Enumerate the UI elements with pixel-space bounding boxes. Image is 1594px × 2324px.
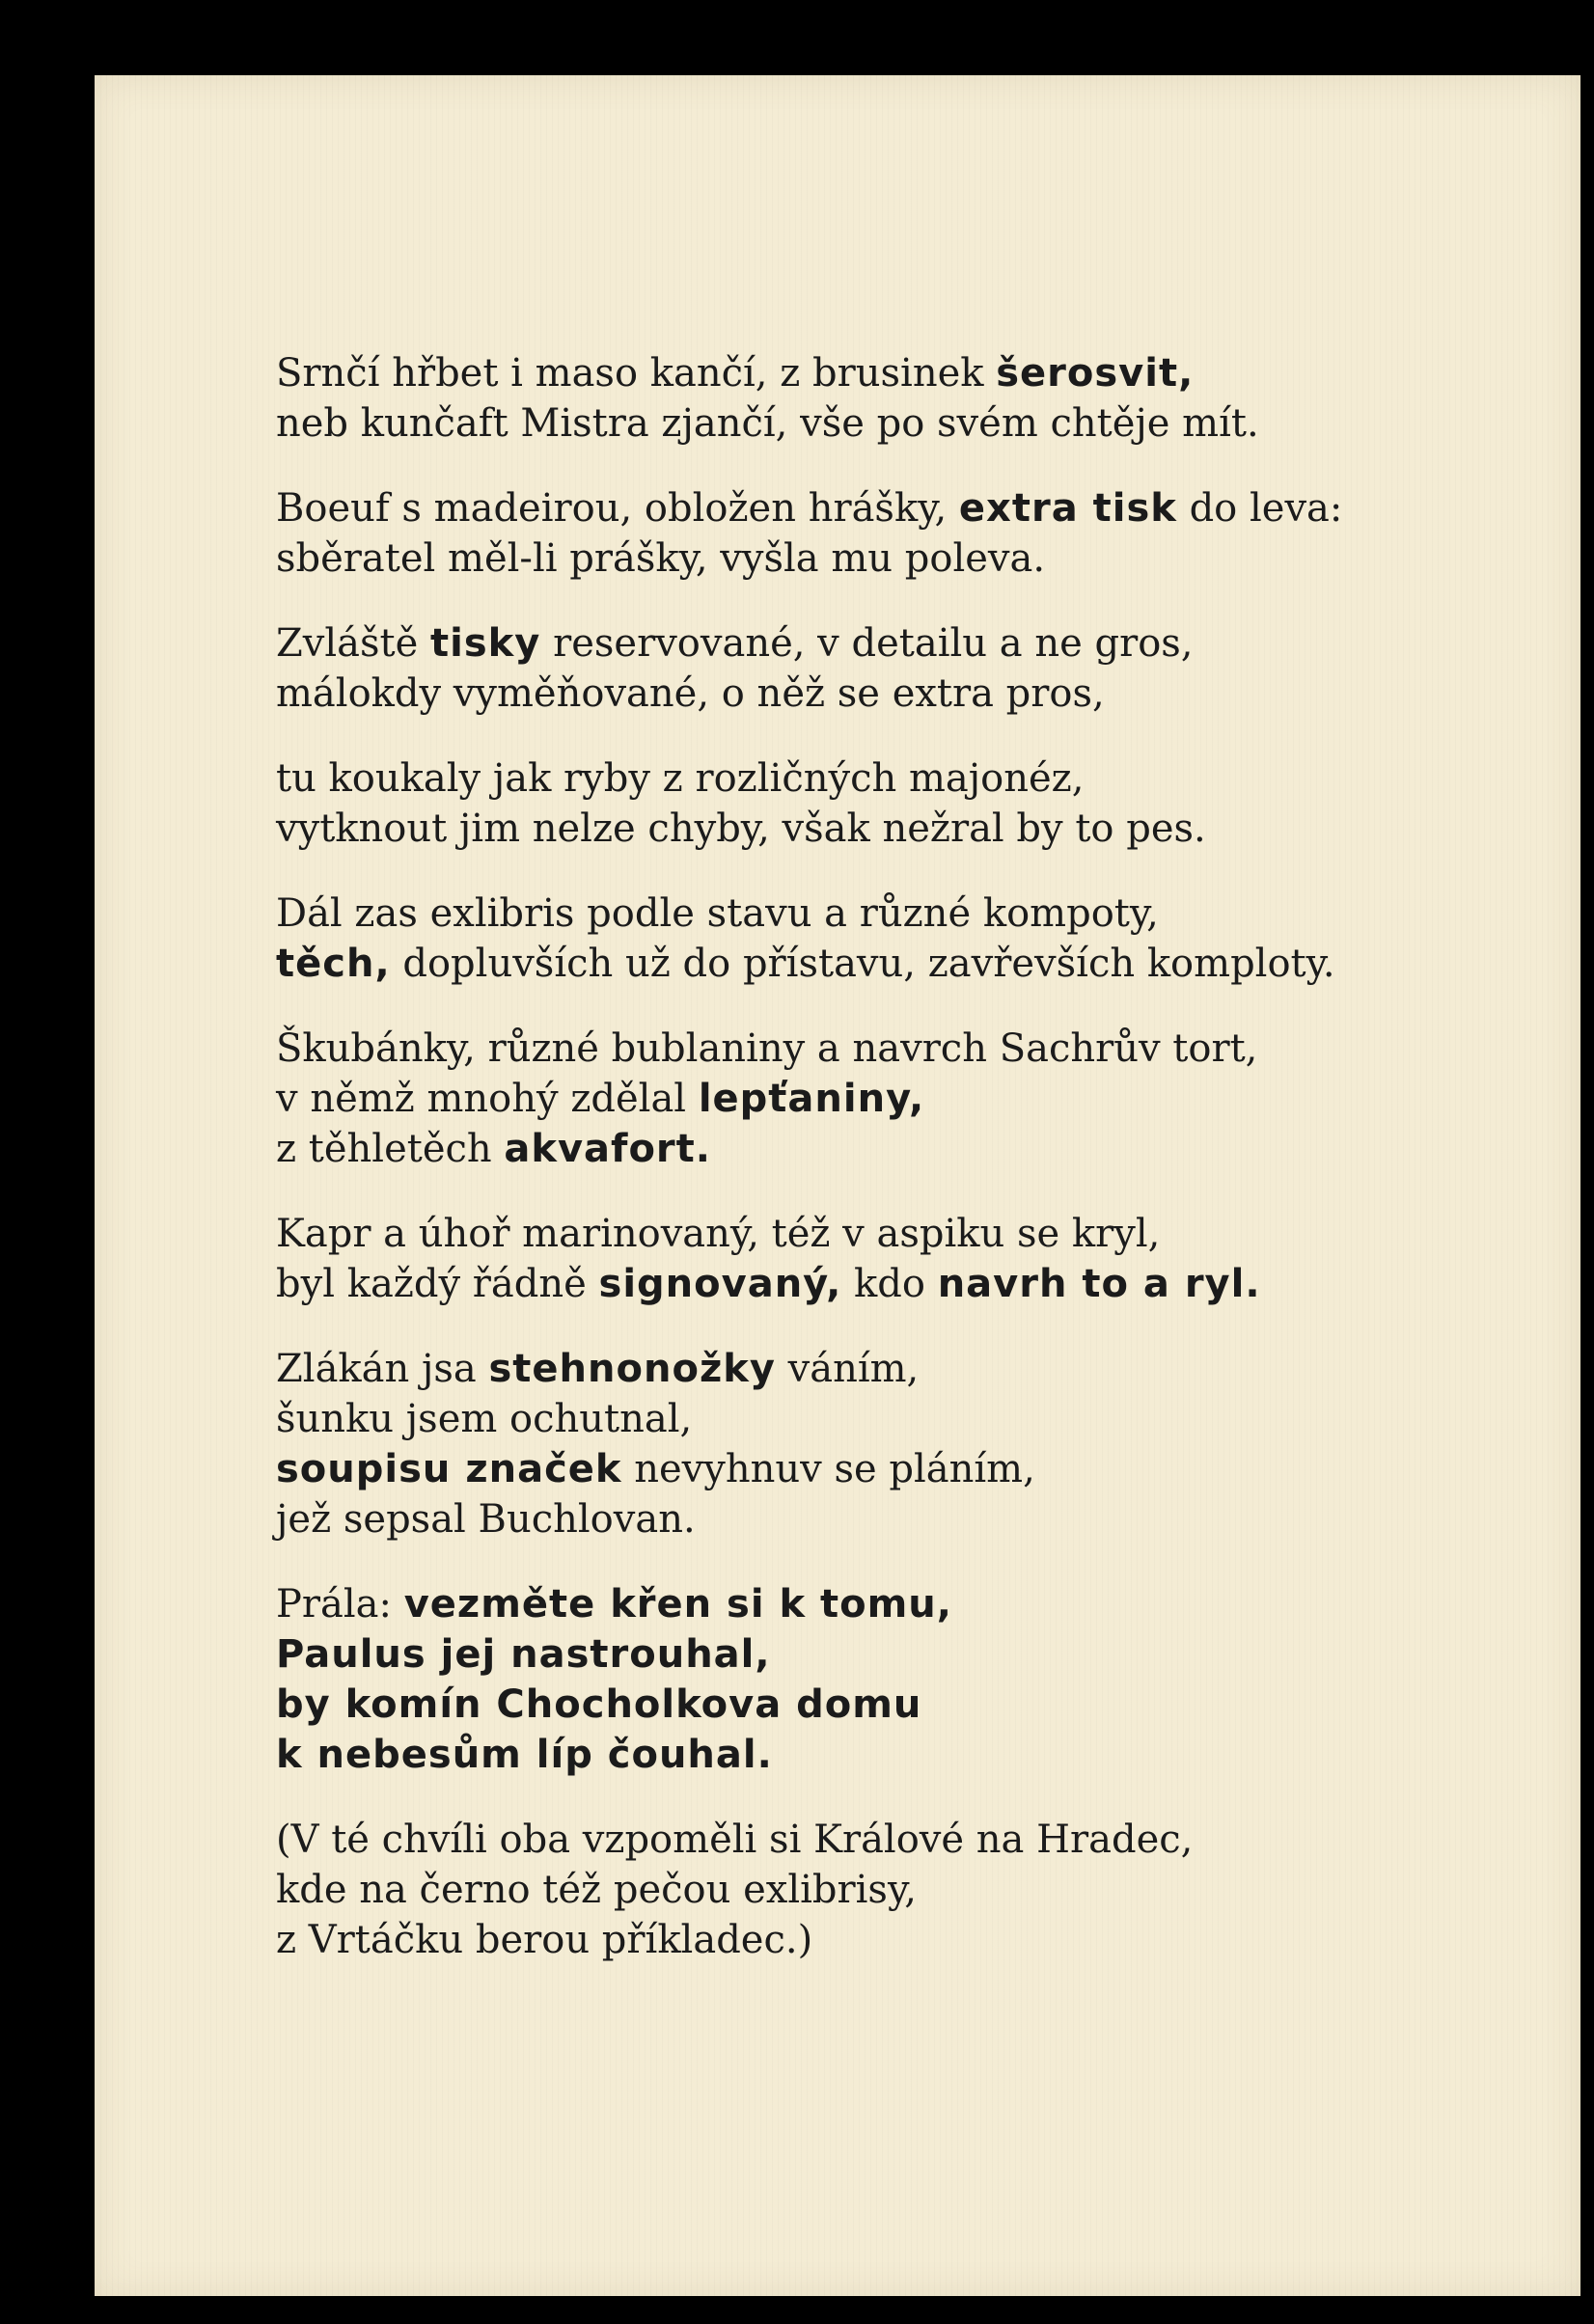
text-segment: kdo	[841, 1262, 938, 1306]
poem-line	[276, 1680, 1569, 1730]
text-segment: Zlákán jsa	[276, 1347, 489, 1391]
poem-line	[276, 1865, 1569, 1915]
text-segment: šunku jsem ochutnal,	[276, 1397, 693, 1441]
text-segment: byl každý řádně	[276, 1262, 599, 1306]
emphasized-text: stehnonožky	[488, 1347, 776, 1391]
text-segment: Boeuf s madeirou, obložen hrášky,	[276, 486, 959, 531]
text-segment: kde na černo též pečou exlibrisy,	[276, 1868, 917, 1912]
text-segment: vezměte křen si k tomu,	[403, 1582, 952, 1627]
text-segment: málokdy vyměňované, o něž se extra pros,	[276, 671, 1105, 716]
text-segment: tu koukaly jak ryby z rozličných majonéz,	[276, 756, 1085, 801]
poem-line	[276, 1730, 1569, 1780]
poem-line	[276, 1209, 1569, 1259]
emphasized-text: navrh to a ryl.	[937, 1262, 1261, 1306]
text-segment: jež sepsal Buchlovan.	[276, 1497, 696, 1542]
text-segment: do leva:	[1176, 486, 1343, 531]
stanza	[276, 1209, 1569, 1309]
stanza	[276, 1344, 1569, 1545]
stanza	[276, 1579, 1569, 1780]
text-segment: Srnčí hřbet i maso kančí, z brusinek	[276, 351, 997, 396]
stanza	[276, 1815, 1569, 1965]
stanza	[276, 753, 1569, 854]
text-segment: Prála:	[276, 1582, 404, 1627]
text-segment: Dál zas exlibris podle stavu a různé kompoty,	[276, 891, 1159, 936]
emphasized-text: šerosvit,	[996, 351, 1195, 396]
poem-line	[276, 1259, 1569, 1309]
text-segment: Paulus jej nastrouhal,	[276, 1632, 771, 1677]
emphasized-text: lepťaniny,	[698, 1077, 925, 1121]
stanza	[276, 618, 1569, 719]
poem-line	[276, 398, 1569, 449]
text-segment: z těhletěch	[276, 1127, 505, 1171]
poem-line	[276, 1124, 1569, 1174]
stanza	[276, 483, 1569, 584]
poem-line	[276, 669, 1569, 719]
stanza	[276, 1024, 1569, 1174]
emphasized-text: těch,	[276, 942, 391, 986]
poem-line	[276, 1024, 1569, 1074]
poem-line	[276, 1444, 1569, 1494]
text-segment: k nebesům líp čouhal.	[276, 1733, 773, 1777]
stanza	[276, 889, 1569, 989]
text-segment: dopluvších už do přístavu, zavřevších komploty.	[390, 942, 1335, 986]
text-segment: Zvláště	[276, 621, 431, 666]
poem-line	[276, 1629, 1569, 1680]
emphasized-text: akvafort.	[504, 1127, 711, 1171]
text-segment: reservované, v detailu a ne gros,	[540, 621, 1194, 666]
poem-line	[276, 1494, 1569, 1545]
emphasized-text: signovaný,	[598, 1262, 842, 1306]
text-segment: vytknout jim nelze chyby, však nežral by to pes.	[276, 807, 1206, 851]
text-segment: by komín Chocholkova domu	[276, 1682, 922, 1727]
text-segment: v němž mnohý zdělal	[276, 1077, 699, 1121]
poem-line	[276, 1074, 1569, 1124]
text-segment: váním,	[775, 1347, 920, 1391]
poem-line	[276, 939, 1569, 989]
text-segment: sběratel měl-li prášky, vyšla mu poleva.	[276, 536, 1046, 581]
poem-line	[276, 804, 1569, 854]
text-segment: nevyhnuv se pláním,	[621, 1447, 1035, 1491]
emphasized-text: tisky	[430, 621, 541, 666]
text-segment: Škubánky, různé bublaniny a navrch Sachrův tort,	[276, 1026, 1258, 1071]
emphasized-text: extra tisk	[958, 486, 1177, 531]
poem-line	[276, 618, 1569, 669]
document-page	[95, 75, 1580, 2296]
poem-line	[276, 889, 1569, 939]
poem-line	[276, 753, 1569, 804]
text-segment: neb kunčaft Mistra zjančí, vše po svém chtěje mít.	[276, 401, 1259, 446]
poem-line	[276, 1915, 1569, 1965]
poem-line	[276, 1394, 1569, 1444]
stanza	[276, 348, 1569, 449]
poem-line	[276, 348, 1569, 398]
text-segment: Kapr a úhoř marinovaný, též v aspiku se kryl,	[276, 1212, 1161, 1256]
poem-line	[276, 1579, 1569, 1629]
poem-line	[276, 533, 1569, 584]
poem-line	[276, 483, 1569, 533]
emphasized-text: soupisu značek	[276, 1447, 622, 1491]
poem-line	[276, 1815, 1569, 1865]
poem-text	[276, 348, 1569, 2000]
poem-line	[276, 1344, 1569, 1394]
text-segment: (V té chvíli oba vzpoměli si Králové na Hradec,	[276, 1818, 1194, 1862]
text-segment: z Vrtáčku berou příkladec.)	[276, 1918, 813, 1962]
